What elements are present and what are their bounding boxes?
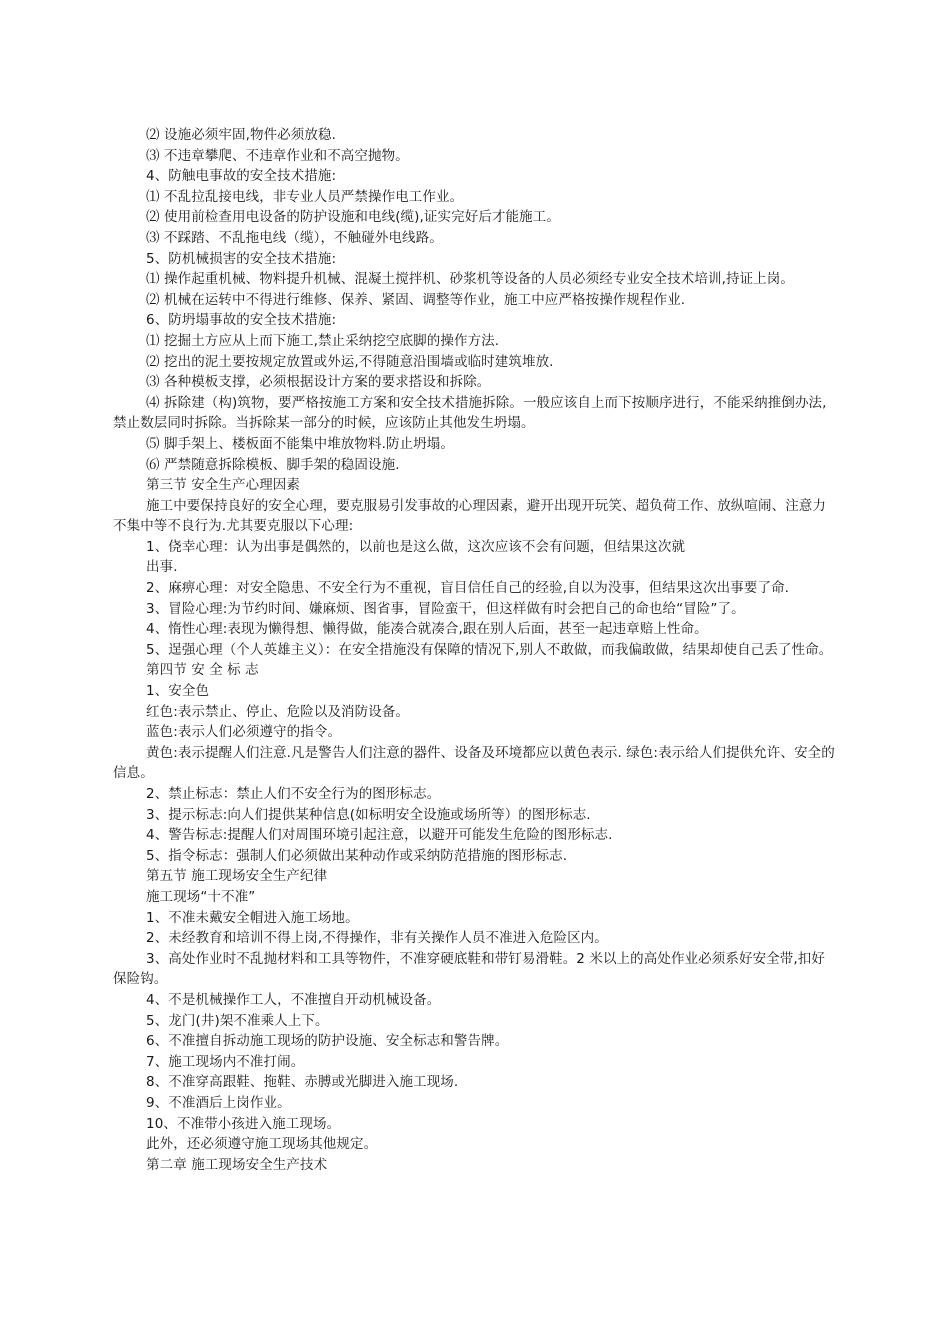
document-body bbox=[113, 125, 836, 1175]
paragraph: 蓝色:表示人们必须遵守的指令。 bbox=[146, 724, 342, 741]
paragraph: ⑹ 严禁随意拆除模板、脚手架的稳固设施. bbox=[146, 456, 400, 473]
paragraph: 9、不准酒后上岗作业。 bbox=[146, 1094, 291, 1111]
paragraph: 第二章 施工现场安全生产技术 bbox=[146, 1156, 328, 1173]
paragraph: 2、未经教育和培训不得上岗,不得操作，非有关操作人员不准进入危险区内。 bbox=[146, 930, 608, 947]
paragraph: ⑶ 各种模板支撑，必须根据设计方案的要求搭设和拆除。 bbox=[146, 374, 491, 391]
paragraph: 1、侥幸心理：认为出事是偶然的，以前也是这么做，这次应该不会有问题，但结果这次就 bbox=[146, 538, 686, 555]
paragraph: ⑵ 挖出的泥土要按规定放置或外运,不得随意沿围墙或临时建筑堆放. bbox=[146, 353, 554, 370]
paragraph: ⑶ 不违章攀爬、不违章作业和不高空抛物。 bbox=[146, 147, 409, 164]
paragraph: 6、防坍塌事故的安全技术措施: bbox=[146, 312, 337, 329]
paragraph: ⑸ 脚手架上、楼板面不能集中堆放物料.防止坍塌。 bbox=[146, 435, 454, 452]
paragraph: ⑴ 挖掘土方应从上而下施工,禁止采纳挖空底脚的操作方法. bbox=[146, 332, 500, 349]
paragraph: 施工中要保持良好的安全心理，要克服易引发事故的心理因素，避开出现开玩笑、超负荷工作、放纵喧闹、注意力不集中等不良行为.尤其要克服以下心理: bbox=[113, 497, 826, 535]
paragraph: 2、禁止标志：禁止人们不安全行为的图形标志。 bbox=[146, 786, 441, 802]
paragraph: 3、高处作业时不乱抛材料和工具等物件，不准穿硬底鞋和带钉易滑鞋。2 米以上的高处作业必须系好安全带,扣好保险钩。 bbox=[113, 950, 825, 988]
paragraph: 施工现场“十不准” bbox=[146, 888, 256, 905]
paragraph: 5、防机械损害的安全技术措施: bbox=[146, 250, 337, 267]
paragraph: 5、逞强心理（个人英雄主义）：在安全措施没有保障的情况下,别人不敢做，而我偏敢做，结果却使自己丢了性命。 bbox=[146, 641, 833, 658]
paragraph: 第四节 安 全 标 志 bbox=[146, 662, 259, 679]
paragraph: ⑶ 不踩踏、不乱拖电线（缆），不触碰外电线路。 bbox=[146, 229, 443, 246]
paragraph: 3、提示标志:向人们提供某种信息(如标明安全设施或场所等）的图形标志. bbox=[146, 806, 591, 823]
paragraph: 1、不准未戴安全帽进入施工场地。 bbox=[146, 909, 359, 926]
paragraph: ⑵ 使用前检查用电设备的防护设施和电线(缆),证实完好后才能施工。 bbox=[146, 209, 560, 226]
paragraph: 5、指令标志：强制人们必须做出某种动作或采纳防范措施的图形标志. bbox=[146, 847, 568, 864]
paragraph: ⑴ 操作起重机械、物料提升机械、混凝土搅拌机、砂浆机等设备的人员必须经专业安全技术培训,持证上岗。 bbox=[146, 271, 794, 288]
paragraph: 黄色:表示提醒人们注意.凡是警告人们注意的器件、设备及环境都应以黄色表示. 绿色:表示给人们提供允许、安全的信息。 bbox=[113, 744, 835, 782]
paragraph: 第三节 安全生产心理因素 bbox=[146, 477, 300, 494]
paragraph: 1、安全色 bbox=[146, 683, 210, 700]
paragraph: 7、施工现场内不准打闹。 bbox=[146, 1053, 305, 1070]
paragraph: 5、龙门(井)架不准乘人上下。 bbox=[146, 1012, 329, 1029]
paragraph: 红色:表示禁止、停止、危险以及消防设备。 bbox=[146, 703, 410, 720]
paragraph: 4、不是机械操作工人，不准擅自开动机械设备。 bbox=[146, 991, 441, 1008]
paragraph: 3、冒险心理:为节约时间、嫌麻烦、图省事，冒险蛮干，但这样做有时会把自己的命也给“冒险”了。 bbox=[146, 600, 745, 617]
paragraph: 4、防触电事故的安全技术措施: bbox=[146, 168, 337, 185]
paragraph: 4、警告标志:提醒人们对周围环境引起注意，以避开可能发生危险的图形标志. bbox=[146, 827, 613, 844]
paragraph: 8、不准穿高跟鞋、拖鞋、赤膊或光脚进入施工现场. bbox=[146, 1074, 459, 1091]
paragraph: 4、惰性心理:表现为懒得想、懒得做，能凑合就凑合,跟在别人后面，甚至一起违章赔上性命。 bbox=[146, 621, 708, 638]
paragraph: 此外，还必须遵守施工现场其他规定。 bbox=[146, 1136, 378, 1153]
paragraph: ⑴ 不乱拉乱接电线，非专业人员严禁操作电工作业。 bbox=[146, 188, 464, 205]
paragraph: 出事. bbox=[146, 559, 178, 576]
paragraph: ⑵ 机械在运转中不得进行维修、保养、紧固、调整等作业，施工中应严格按操作规程作业. bbox=[146, 291, 686, 308]
paragraph: ⑷ 拆除建（构)筑物，要严格按施工方案和安全技术措施拆除。一般应该自上而下按顺序进行，不能采纳推倒办法,禁止数层同时拆除。当拆除某一部分的时候，应该防止其他发生坍塌。 bbox=[113, 394, 827, 432]
paragraph: 第五节 施工现场安全生产纪律 bbox=[146, 868, 328, 885]
paragraph: ⑵ 设施必须牢固,物件必须放稳. bbox=[146, 127, 336, 143]
paragraph: 2、麻痹心理：对安全隐患、不安全行为不重视，盲目信任自己的经验,自以为没事，但结果这次出事要了命. bbox=[146, 580, 790, 597]
paragraph: 6、不准擅自拆动施工现场的防护设施、安全标志和警告牌。 bbox=[146, 1033, 509, 1050]
paragraph: 10、不准带小孩进入施工现场。 bbox=[146, 1115, 341, 1132]
